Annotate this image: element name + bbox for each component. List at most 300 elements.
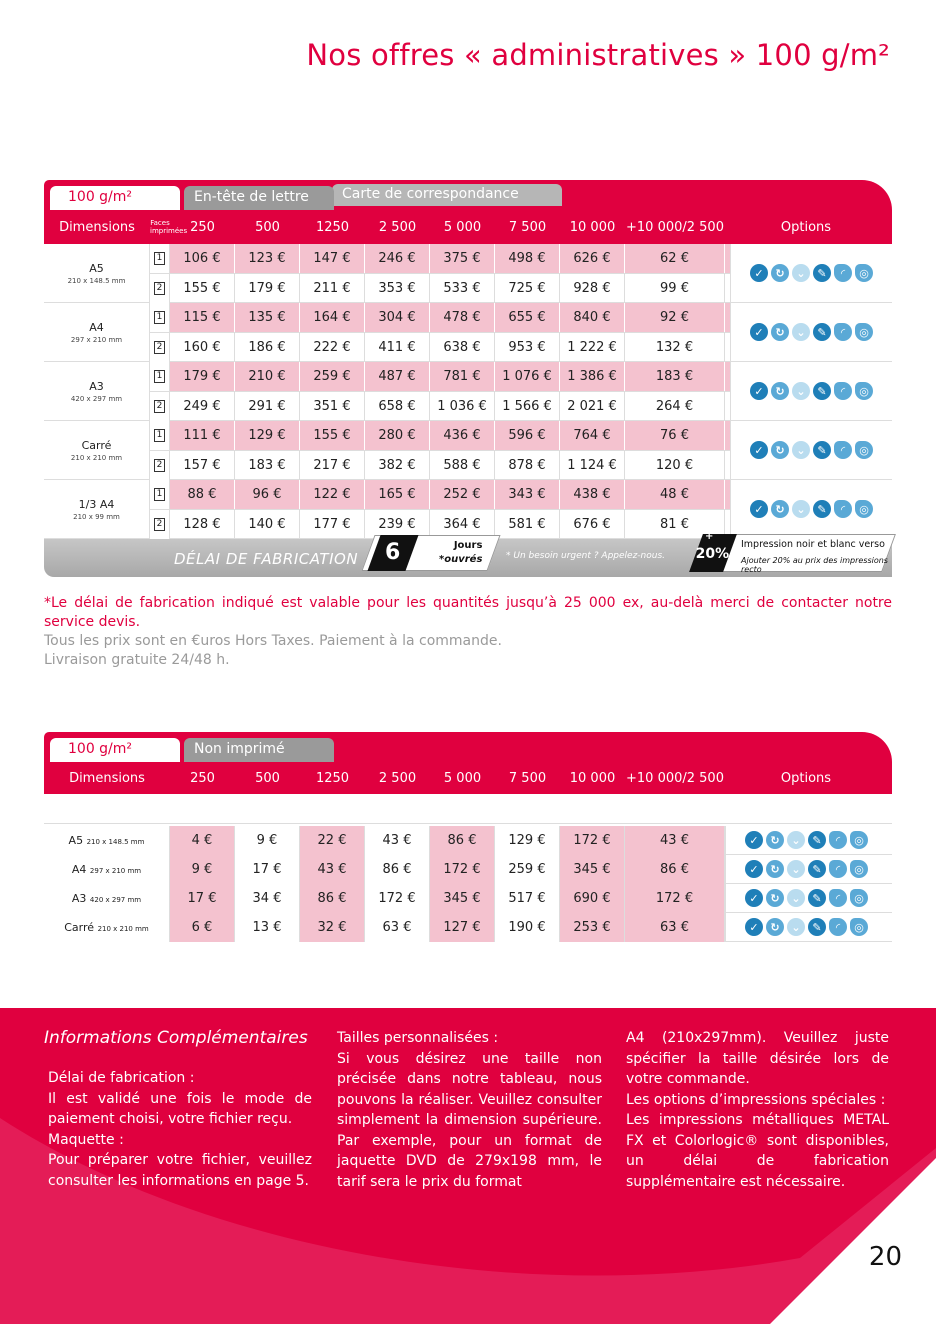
- price-cell: 487 €: [365, 362, 430, 391]
- price-cell: 132 €: [625, 333, 725, 362]
- note-delai: *Le délai de fabrication indiqué est valable pour les quantités jusqu’à 25 000 ex, au-delà merci de contacter notre service devis.: [44, 595, 892, 630]
- price-cell: 43 €: [625, 826, 725, 855]
- table-group: [44, 421, 892, 480]
- pen-icon: ✎: [813, 264, 831, 282]
- price-cell: 129 €: [235, 421, 300, 450]
- format-size: 210 x 210 mm: [97, 924, 149, 933]
- price-cell: 147 €: [300, 244, 365, 273]
- price-cell: 478 €: [430, 303, 495, 332]
- format-size: 210 x 210 mm: [70, 453, 123, 462]
- check-icon: ✓: [750, 382, 768, 400]
- table-row: [150, 391, 730, 420]
- info-col-2: [337, 1028, 602, 1192]
- info-heading: Les options d’impressions spéciales :: [626, 1091, 886, 1108]
- round-corner-icon: ◎: [850, 918, 868, 936]
- header-qty: 10 000: [569, 219, 616, 235]
- table-row: [150, 509, 730, 538]
- price-cell: 186 €: [235, 333, 300, 362]
- delai-band: [44, 531, 892, 577]
- pen-icon: ✎: [808, 918, 826, 936]
- corner-icon: ◜: [834, 382, 852, 400]
- table-group: [44, 303, 892, 362]
- price-cell: 86 €: [430, 826, 495, 855]
- price-cell: 13 €: [235, 913, 300, 942]
- price-cell: 210 €: [235, 362, 300, 391]
- format-size: 297 x 210 mm: [70, 335, 123, 344]
- corner-icon: ◜: [829, 831, 847, 849]
- price-cell: 63 €: [625, 913, 725, 942]
- price-cell: 217 €: [300, 451, 365, 480]
- refresh-icon: ↻: [771, 441, 789, 459]
- table-header: [44, 762, 892, 794]
- info-heading: Délai de fabrication :: [48, 1070, 195, 1086]
- header-options: Options: [780, 219, 832, 235]
- fold-icon: ⌄: [787, 860, 805, 878]
- header-dimensions: Dimensions: [59, 219, 135, 235]
- price-cell: 246 €: [365, 244, 430, 273]
- price-cell: 165 €: [365, 480, 430, 509]
- price-cell: 438 €: [560, 480, 625, 509]
- price-cell: 88 €: [170, 480, 235, 509]
- round-corner-icon: ◎: [850, 831, 868, 849]
- refresh-icon: ↻: [766, 918, 784, 936]
- format-cell: [44, 480, 150, 538]
- price-cell: 345 €: [560, 855, 625, 884]
- price-cell: 239 €: [365, 510, 430, 539]
- refresh-icon: ↻: [766, 831, 784, 849]
- face-count: 2: [154, 341, 165, 354]
- table-row: [44, 855, 892, 884]
- urgent-note: * Un besoin urgent ? Appelez-nous.: [506, 551, 666, 561]
- price-cell: 222 €: [300, 333, 365, 362]
- format-name: Carré: [81, 438, 112, 452]
- round-corner-icon: ◎: [855, 500, 873, 518]
- corner-icon: ◜: [834, 441, 852, 459]
- header-dimensions: Dimensions: [69, 770, 145, 786]
- price-cell: 928 €: [560, 274, 625, 303]
- table-row: [150, 332, 730, 361]
- format-name: 1/3 A4: [78, 497, 115, 511]
- header-qty: 250: [190, 219, 215, 235]
- header-options: Options: [780, 770, 832, 786]
- verso-title: Impression noir et blanc verso: [741, 539, 885, 550]
- refresh-icon: ↻: [771, 500, 789, 518]
- price-cell: 86 €: [625, 855, 725, 884]
- table-row: [150, 480, 730, 509]
- corner-icon: ◜: [834, 500, 852, 518]
- price-cell: 177 €: [300, 510, 365, 539]
- page-title: Nos offres « administratives » 100 g/m²: [306, 38, 890, 72]
- round-corner-icon: ◎: [855, 382, 873, 400]
- jours-text: Jours: [453, 540, 483, 551]
- price-cell: 17 €: [170, 884, 235, 913]
- price-cell: 1 222 €: [560, 333, 625, 362]
- price-cell: 160 €: [170, 333, 235, 362]
- info-text: Si vous désirez une taille non précisée dans notre tableau, nous pouvons la réaliser. Veuillez consulter simplement la dimension supérieure. Par exemple, pour un format de jaquette DVD de 279x198 mm, le tarif sera le prix du format: [337, 1050, 602, 1190]
- round-corner-icon: ◎: [855, 264, 873, 282]
- header-qty: +10 000/2 500: [626, 770, 724, 786]
- header-qty: 500: [255, 219, 280, 235]
- price-cell: 129 €: [495, 826, 560, 855]
- price-cell: 128 €: [170, 510, 235, 539]
- price-cell: 43 €: [300, 855, 365, 884]
- price-cell: 43 €: [365, 826, 430, 855]
- price-cell: 6 €: [170, 913, 235, 942]
- format-cell: [44, 303, 150, 361]
- price-cell: 1 566 €: [495, 392, 560, 421]
- price-cell: 953 €: [495, 333, 560, 362]
- price-cell: 48 €: [625, 480, 725, 509]
- info-section: [0, 1008, 936, 1324]
- format-cell: [44, 855, 170, 884]
- price-cell: 588 €: [430, 451, 495, 480]
- header-qty: 5 000: [443, 770, 482, 786]
- table-row: [150, 273, 730, 302]
- face-cell: [150, 510, 170, 539]
- face-cell: [150, 303, 170, 332]
- pen-icon: ✎: [813, 441, 831, 459]
- price-cell: 259 €: [495, 855, 560, 884]
- price-cell: 179 €: [170, 362, 235, 391]
- options-icons: [730, 362, 892, 420]
- pen-icon: ✎: [813, 500, 831, 518]
- table-tabs: [44, 180, 892, 210]
- price-cell: 172 €: [560, 826, 625, 855]
- price-cell: 725 €: [495, 274, 560, 303]
- info-col-3: [626, 1028, 889, 1192]
- format-cell: [44, 884, 170, 913]
- price-cell: 164 €: [300, 303, 365, 332]
- face-count: 1: [154, 429, 165, 442]
- table-row: [150, 450, 730, 479]
- price-cell: 690 €: [560, 884, 625, 913]
- note-livraison: Livraison gratuite 24/48 h.: [44, 652, 230, 668]
- price-cell: 345 €: [430, 884, 495, 913]
- price-cell: 63 €: [365, 913, 430, 942]
- page-number: 20: [868, 1242, 902, 1272]
- format-name: A4: [71, 862, 87, 876]
- table-group: [44, 480, 892, 539]
- format-size: 420 x 297 mm: [89, 895, 142, 904]
- price-cell: 351 €: [300, 392, 365, 421]
- format-cell: [44, 244, 150, 302]
- price-cell: 1 386 €: [560, 362, 625, 391]
- days-value: 6: [385, 540, 401, 565]
- price-cell: 155 €: [170, 274, 235, 303]
- price-cell: 764 €: [560, 421, 625, 450]
- price-cell: 122 €: [300, 480, 365, 509]
- price-cell: 596 €: [495, 421, 560, 450]
- price-cell: 99 €: [625, 274, 725, 303]
- format-size: 297 x 210 mm: [89, 866, 142, 875]
- check-icon: ✓: [745, 918, 763, 936]
- tab-grammage[interactable]: 100 g/m²: [50, 738, 180, 762]
- format-name: Carré: [64, 920, 95, 934]
- fold-icon: ⌄: [792, 441, 810, 459]
- info-text: A4 (210x297mm). Veuillez juste spécifier la taille désirée lors de votre commande.: [626, 1030, 889, 1087]
- price-cell: 140 €: [235, 510, 300, 539]
- options-icons: [730, 421, 892, 479]
- table-row: [44, 913, 892, 942]
- price-cell: 190 €: [495, 913, 560, 942]
- check-icon: ✓: [750, 264, 768, 282]
- refresh-icon: ↻: [766, 860, 784, 878]
- info-heading: Maquette :: [48, 1131, 124, 1148]
- plus-sign: +: [705, 531, 714, 542]
- price-cell: 658 €: [365, 392, 430, 421]
- price-cell: 172 €: [625, 884, 725, 913]
- corner-icon: ◜: [834, 323, 852, 341]
- face-cell: [150, 274, 170, 303]
- verso-note: Ajouter 20% au prix des impressions recto: [741, 556, 888, 574]
- price-cell: 280 €: [365, 421, 430, 450]
- price-cell: 22 €: [300, 826, 365, 855]
- format-cell: [44, 421, 150, 479]
- price-cell: 517 €: [495, 884, 560, 913]
- pen-icon: ✎: [813, 323, 831, 341]
- refresh-icon: ↻: [766, 889, 784, 907]
- rows: [150, 244, 730, 302]
- format-size: 210 x 99 mm: [73, 512, 120, 521]
- options-icons: [725, 855, 887, 884]
- format-name: A3: [89, 379, 104, 393]
- price-cell: 157 €: [170, 451, 235, 480]
- table-row: [44, 826, 892, 855]
- price-cell: 878 €: [495, 451, 560, 480]
- pen-icon: ✎: [808, 831, 826, 849]
- price-cell: 172 €: [365, 884, 430, 913]
- percent-value: 20%: [695, 546, 730, 562]
- price-cell: 179 €: [235, 274, 300, 303]
- pen-icon: ✎: [808, 889, 826, 907]
- price-cell: 106 €: [170, 244, 235, 273]
- price-cell: 840 €: [560, 303, 625, 332]
- options-icons: [730, 480, 892, 538]
- price-cell: 364 €: [430, 510, 495, 539]
- check-icon: ✓: [745, 831, 763, 849]
- price-cell: 291 €: [235, 392, 300, 421]
- round-corner-icon: ◎: [850, 889, 868, 907]
- face-cell: [150, 392, 170, 421]
- price-cell: 9 €: [170, 855, 235, 884]
- table-row: [150, 303, 730, 332]
- price-cell: 86 €: [365, 855, 430, 884]
- header-qty: 5 000: [443, 219, 482, 235]
- jours-label: [439, 539, 482, 567]
- price-cell: 655 €: [495, 303, 560, 332]
- header-qty: 2 500: [378, 219, 417, 235]
- price-cell: 4 €: [170, 826, 235, 855]
- table-header: [44, 210, 892, 244]
- price-cell: 252 €: [430, 480, 495, 509]
- round-corner-icon: ◎: [850, 860, 868, 878]
- face-count: 2: [154, 400, 165, 413]
- info-title: Informations Complémentaires: [44, 1028, 308, 1048]
- refresh-icon: ↻: [771, 264, 789, 282]
- table-row: [150, 244, 730, 273]
- price-cell: 183 €: [625, 362, 725, 391]
- price-cell: 1 036 €: [430, 392, 495, 421]
- format-size: 210 x 148.5 mm: [67, 276, 126, 285]
- price-cell: 1 124 €: [560, 451, 625, 480]
- options-icons: [725, 826, 887, 855]
- fold-icon: ⌄: [792, 382, 810, 400]
- table-row: [150, 421, 730, 450]
- format-cell: [44, 826, 170, 855]
- price-cell: 498 €: [495, 244, 560, 273]
- ouvres-text: *ouvrés: [439, 554, 483, 565]
- options-icons: [730, 303, 892, 361]
- face-cell: [150, 421, 170, 450]
- price-cell: 259 €: [300, 362, 365, 391]
- header-qty: 1250: [315, 770, 350, 786]
- face-count: 1: [154, 311, 165, 324]
- rows: [150, 362, 730, 420]
- options-icons: [725, 913, 887, 942]
- price-cell: 343 €: [495, 480, 560, 509]
- check-icon: ✓: [750, 500, 768, 518]
- face-count: 2: [154, 282, 165, 295]
- price-cell: 17 €: [235, 855, 300, 884]
- fold-icon: ⌄: [787, 831, 805, 849]
- check-icon: ✓: [745, 860, 763, 878]
- price-cell: 781 €: [430, 362, 495, 391]
- table-body: [44, 794, 892, 942]
- face-count: 1: [154, 370, 165, 383]
- header-qty: 500: [255, 770, 280, 786]
- price-cell: 62 €: [625, 244, 725, 273]
- format-cell: [44, 913, 170, 942]
- fold-icon: ⌄: [792, 264, 810, 282]
- options-icons: [725, 884, 887, 913]
- check-icon: ✓: [750, 323, 768, 341]
- price-cell: 172 €: [430, 855, 495, 884]
- fold-icon: ⌄: [787, 918, 805, 936]
- price-cell: 92 €: [625, 303, 725, 332]
- price-cell: 638 €: [430, 333, 495, 362]
- delai-label: DÉLAI DE FABRICATION: [174, 550, 359, 568]
- fold-icon: ⌄: [792, 500, 810, 518]
- price-cell: 127 €: [430, 913, 495, 942]
- face-cell: [150, 333, 170, 362]
- price-cell: 32 €: [300, 913, 365, 942]
- header-qty: 7 500: [508, 219, 547, 235]
- pen-icon: ✎: [808, 860, 826, 878]
- corner-icon: ◜: [829, 889, 847, 907]
- face-count: 1: [154, 252, 165, 265]
- price-cell: 1 076 €: [495, 362, 560, 391]
- header-qty: 10 000: [569, 770, 616, 786]
- check-icon: ✓: [745, 889, 763, 907]
- header-faces: Faces imprimées: [150, 219, 188, 235]
- rows: [150, 421, 730, 479]
- round-corner-icon: ◎: [855, 323, 873, 341]
- price-cell: 436 €: [430, 421, 495, 450]
- fold-icon: ⌄: [787, 889, 805, 907]
- face-cell: [150, 244, 170, 273]
- fold-icon: ⌄: [792, 323, 810, 341]
- price-cell: 111 €: [170, 421, 235, 450]
- price-cell: 115 €: [170, 303, 235, 332]
- corner-icon: ◜: [829, 860, 847, 878]
- info-col-1: [48, 1068, 312, 1191]
- header-qty: 2 500: [378, 770, 417, 786]
- price-cell: 411 €: [365, 333, 430, 362]
- info-text: Les impressions métalliques METAL FX et Colorlogic® sont disponibles, un délai de fabrication supplémentaire est nécessaire.: [626, 1112, 889, 1190]
- table-row: [150, 362, 730, 391]
- table-body: [44, 244, 892, 539]
- refresh-icon: ↻: [771, 382, 789, 400]
- price-cell: 135 €: [235, 303, 300, 332]
- price-table-blank: [44, 732, 892, 942]
- face-count: 2: [154, 459, 165, 472]
- price-cell: 264 €: [625, 392, 725, 421]
- format-cell: [44, 362, 150, 420]
- face-count: 1: [154, 488, 165, 501]
- corner-icon: ◜: [834, 264, 852, 282]
- header-qty: +10 000/2 500: [626, 219, 724, 235]
- tab-grammage[interactable]: 100 g/m²: [50, 186, 180, 210]
- note-prices: Tous les prix sont en €uros Hors Taxes. Paiement à la commande.: [44, 633, 502, 649]
- tab-non-imprime[interactable]: Non imprimé: [184, 738, 334, 762]
- face-cell: [150, 362, 170, 391]
- price-cell: 86 €: [300, 884, 365, 913]
- table-group: [44, 362, 892, 421]
- price-cell: 249 €: [170, 392, 235, 421]
- rows: [150, 480, 730, 538]
- price-cell: 9 €: [235, 826, 300, 855]
- face-cell: [150, 451, 170, 480]
- price-cell: 34 €: [235, 884, 300, 913]
- info-heading: Tailles personnalisées :: [337, 1030, 499, 1046]
- pen-icon: ✎: [813, 382, 831, 400]
- table-group: [44, 244, 892, 303]
- tab-en-tete[interactable]: En-tête de lettre: [184, 186, 334, 210]
- price-cell: 304 €: [365, 303, 430, 332]
- format-name: A5: [68, 833, 84, 847]
- info-text: Il est validé une fois le mode de paiement choisi, votre fichier reçu.: [48, 1090, 312, 1127]
- price-cell: 382 €: [365, 451, 430, 480]
- refresh-icon: ↻: [771, 323, 789, 341]
- table-row: [44, 884, 892, 913]
- price-cell: 581 €: [495, 510, 560, 539]
- format-name: A3: [71, 891, 87, 905]
- price-table-printed: [44, 180, 892, 577]
- corner-icon: ◜: [829, 918, 847, 936]
- round-corner-icon: ◎: [855, 441, 873, 459]
- format-size: 210 x 148.5 mm: [86, 837, 145, 846]
- price-cell: 96 €: [235, 480, 300, 509]
- options-icons: [730, 244, 892, 302]
- info-text: Pour préparer votre fichier, veuillez consulter les informations en page 5.: [48, 1152, 312, 1189]
- notes: [44, 594, 892, 670]
- face-cell: [150, 480, 170, 509]
- price-cell: 533 €: [430, 274, 495, 303]
- tab-carte-correspondance[interactable]: Carte de correspondance: [332, 184, 562, 206]
- format-name: A5: [89, 261, 104, 275]
- rows: [150, 303, 730, 361]
- price-cell: 211 €: [300, 274, 365, 303]
- price-cell: 253 €: [560, 913, 625, 942]
- price-cell: 155 €: [300, 421, 365, 450]
- face-count: 2: [154, 518, 165, 531]
- price-cell: 353 €: [365, 274, 430, 303]
- price-cell: 120 €: [625, 451, 725, 480]
- price-cell: 375 €: [430, 244, 495, 273]
- header-qty: 1250: [315, 219, 350, 235]
- price-cell: 626 €: [560, 244, 625, 273]
- format-size: 420 x 297 mm: [70, 394, 123, 403]
